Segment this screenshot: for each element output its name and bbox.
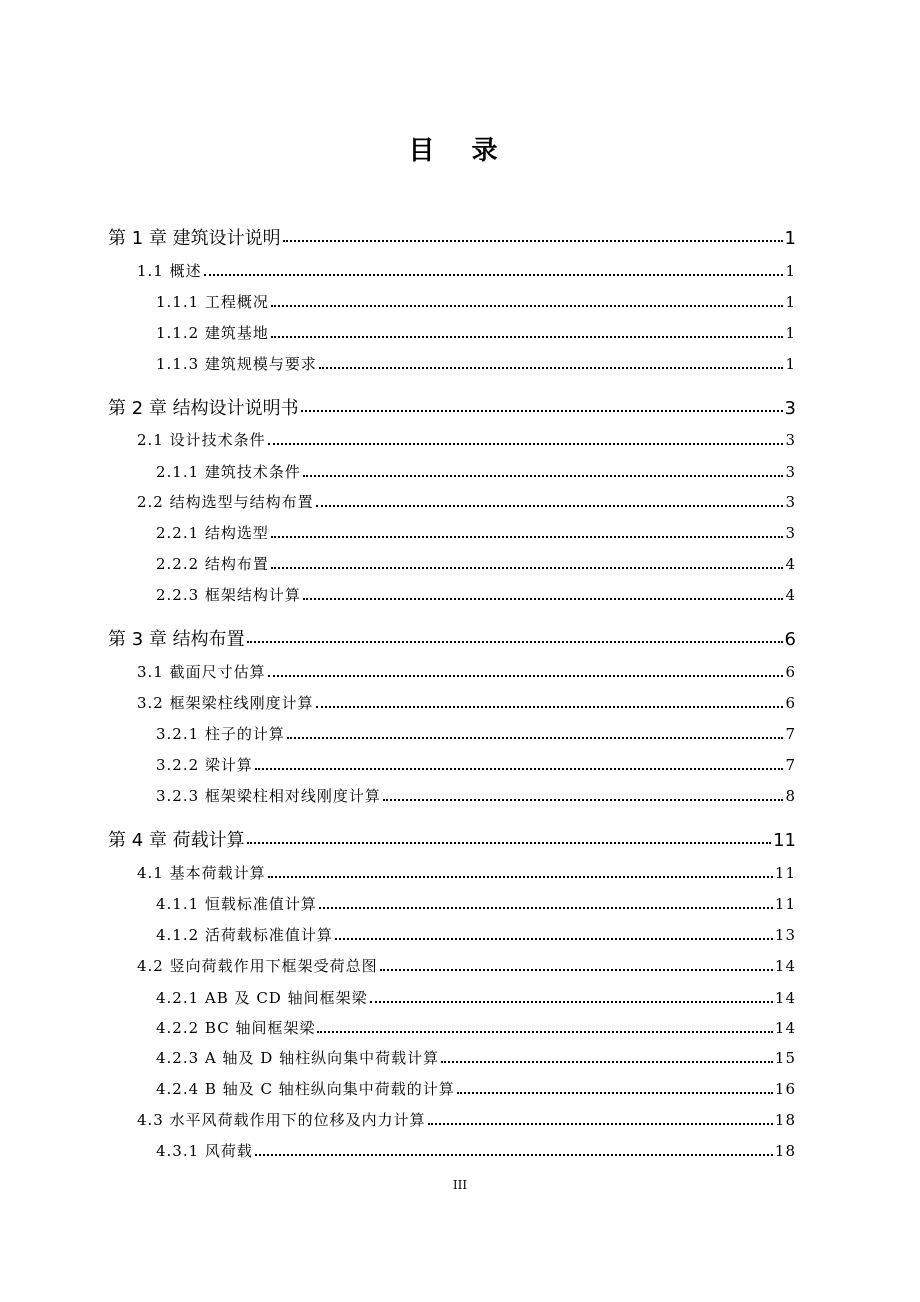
toc-entry-title: 4.2.1 AB 及 CD 轴间框架梁 xyxy=(156,989,368,1007)
toc-entry-title: 3.2.1 柱子的计算 xyxy=(156,725,285,743)
toc-leader-dots xyxy=(255,768,784,770)
toc-leader-dots xyxy=(335,938,773,940)
toc-entry-title: 2.2.3 框架结构计算 xyxy=(156,586,301,604)
toc-leader-dots xyxy=(271,305,784,307)
toc-entry-page: 11 xyxy=(774,864,796,882)
toc-leader-dots xyxy=(247,842,771,844)
toc-entry-title: 4.2.3 A 轴及 D 轴柱纵向集中荷载计算 xyxy=(156,1049,440,1067)
toc-entry-title: 第 3 章 结构布置 xyxy=(108,629,245,650)
toc-entry-title: 2.2.1 结构选型 xyxy=(156,524,269,542)
toc-entry[interactable] xyxy=(156,553,796,574)
toc-entry-page: 6 xyxy=(785,663,796,681)
toc-entry-title: 4.1.2 活荷载标准值计算 xyxy=(156,926,333,944)
toc-entry[interactable] xyxy=(156,1017,796,1038)
toc-entry-page: 1 xyxy=(785,324,796,342)
toc-entry-title: 4.3.1 风荷载 xyxy=(156,1142,253,1160)
toc-entry-title: 1.1.1 工程概况 xyxy=(156,293,269,311)
toc-entry[interactable] xyxy=(156,924,796,945)
toc-entry-title: 3.2.2 梁计算 xyxy=(156,756,253,774)
page-number: III xyxy=(452,1178,468,1192)
toc-leader-dots xyxy=(303,475,784,477)
toc-entry[interactable] xyxy=(156,1140,796,1161)
toc-entry[interactable] xyxy=(156,1047,796,1068)
toc-entry[interactable] xyxy=(156,1078,796,1099)
toc-leader-dots xyxy=(247,641,783,643)
toc-entry[interactable] xyxy=(156,987,796,1008)
toc-entry-title: 4.2.4 B 轴及 C 轴柱纵向集中荷载的计算 xyxy=(156,1080,455,1098)
toc-entry-page: 7 xyxy=(785,756,796,774)
toc-entry[interactable] xyxy=(137,692,796,713)
toc-entry-page: 6 xyxy=(785,694,796,712)
toc-entry-page: 3 xyxy=(785,524,796,542)
toc-entry-page: 3 xyxy=(785,431,796,449)
toc-entry-page: 1 xyxy=(785,262,796,280)
toc-entry[interactable] xyxy=(137,491,796,512)
toc-entry-page: 1 xyxy=(785,355,796,373)
toc-leader-dots xyxy=(301,410,783,412)
toc-entry-page: 4 xyxy=(785,586,796,604)
toc-entry-page: 6 xyxy=(784,629,796,650)
toc-entry-title: 3.2 框架梁柱线刚度计算 xyxy=(137,694,314,712)
toc-leader-dots xyxy=(287,737,784,739)
toc-entry-page: 7 xyxy=(785,725,796,743)
toc-entry-page: 8 xyxy=(785,787,796,805)
toc-entry-page: 18 xyxy=(774,1142,796,1160)
toc-entry[interactable] xyxy=(137,661,796,682)
toc-entry[interactable] xyxy=(156,322,796,343)
toc-entry-title: 2.2.2 结构布置 xyxy=(156,555,269,573)
toc-entry[interactable] xyxy=(137,429,796,450)
toc-entry-page: 11 xyxy=(774,895,796,913)
toc-entry[interactable] xyxy=(156,785,796,806)
toc-entry[interactable] xyxy=(108,826,796,852)
toc-leader-dots xyxy=(316,505,784,507)
toc-leader-dots xyxy=(316,706,784,708)
toc-leader-dots xyxy=(441,1061,773,1063)
toc-leader-dots xyxy=(271,336,784,338)
toc-leader-dots xyxy=(380,969,773,971)
toc-entry-title: 1.1 概述 xyxy=(137,262,202,280)
toc-title: 目 录 xyxy=(408,136,512,166)
toc-entry[interactable] xyxy=(137,955,796,976)
toc-entry[interactable] xyxy=(137,260,796,281)
toc-leader-dots xyxy=(268,443,784,445)
toc-entry-page: 11 xyxy=(773,830,796,851)
toc-entry-title: 1.1.3 建筑规模与要求 xyxy=(156,355,317,373)
toc-leader-dots xyxy=(268,675,784,677)
toc-entry[interactable] xyxy=(156,584,796,605)
toc-entry[interactable] xyxy=(137,862,796,883)
toc-entry-page: 18 xyxy=(774,1111,796,1129)
toc-leader-dots xyxy=(383,799,784,801)
toc-entry-title: 3.2.3 框架梁柱相对线刚度计算 xyxy=(156,787,381,805)
toc-entry-title: 4.1.1 恒载标准值计算 xyxy=(156,895,317,913)
toc-leader-dots xyxy=(319,907,773,909)
toc-entry[interactable] xyxy=(108,394,796,420)
toc-leader-dots xyxy=(457,1092,773,1094)
toc-entry-title: 4.2 竖向荷载作用下框架受荷总图 xyxy=(137,957,378,975)
toc-entry-title: 4.3 水平风荷载作用下的位移及内力计算 xyxy=(137,1111,426,1129)
toc-leader-dots xyxy=(204,274,784,276)
toc-entry-page: 14 xyxy=(774,957,796,975)
toc-leader-dots xyxy=(370,1001,773,1003)
toc-leader-dots xyxy=(268,876,773,878)
toc-entry-title: 4.2.2 BC 轴间框架梁 xyxy=(156,1019,316,1037)
toc-leader-dots xyxy=(271,567,784,569)
toc-entry-page: 3 xyxy=(784,398,796,419)
toc-entry-page: 3 xyxy=(785,463,796,481)
toc-leader-dots xyxy=(271,536,784,538)
toc-entry-page: 3 xyxy=(785,493,796,511)
toc-entry-page: 15 xyxy=(774,1049,796,1067)
toc-entry-page: 1 xyxy=(784,228,796,249)
toc-entry-page: 4 xyxy=(785,555,796,573)
toc-entry-page: 16 xyxy=(774,1080,796,1098)
toc-entry-page: 14 xyxy=(774,989,796,1007)
toc-entry-page: 13 xyxy=(774,926,796,944)
toc-leader-dots xyxy=(303,598,784,600)
toc-entry-page: 1 xyxy=(785,293,796,311)
toc-entry[interactable] xyxy=(137,1109,796,1130)
toc-entry-page: 14 xyxy=(774,1019,796,1037)
toc-entry-title: 第 1 章 建筑设计说明 xyxy=(108,228,281,249)
toc-entry[interactable] xyxy=(156,893,796,914)
toc-entry[interactable] xyxy=(108,625,796,651)
toc-leader-dots xyxy=(319,367,784,369)
toc-entry[interactable] xyxy=(156,461,796,482)
toc-leader-dots xyxy=(283,240,783,242)
toc-entry-title: 第 2 章 结构设计说明书 xyxy=(108,398,299,419)
toc-leader-dots xyxy=(255,1154,773,1156)
toc-entry-title: 2.1.1 建筑技术条件 xyxy=(156,463,301,481)
toc-entry-title: 第 4 章 荷载计算 xyxy=(108,830,245,851)
toc-entry-title: 1.1.2 建筑基地 xyxy=(156,324,269,342)
toc-entry[interactable] xyxy=(156,291,796,312)
toc-entry[interactable] xyxy=(156,353,796,374)
toc-entry-title: 2.2 结构选型与结构布置 xyxy=(137,493,314,511)
toc-entry[interactable] xyxy=(156,754,796,775)
toc-entry[interactable] xyxy=(156,723,796,744)
toc-entry-title: 3.1 截面尺寸估算 xyxy=(137,663,266,681)
toc-entry-title: 2.1 设计技术条件 xyxy=(137,431,266,449)
toc-leader-dots xyxy=(317,1031,772,1033)
toc-entry[interactable] xyxy=(156,522,796,543)
toc-entry[interactable] xyxy=(108,224,796,250)
toc-leader-dots xyxy=(428,1123,773,1125)
toc-entry-title: 4.1 基本荷载计算 xyxy=(137,864,266,882)
